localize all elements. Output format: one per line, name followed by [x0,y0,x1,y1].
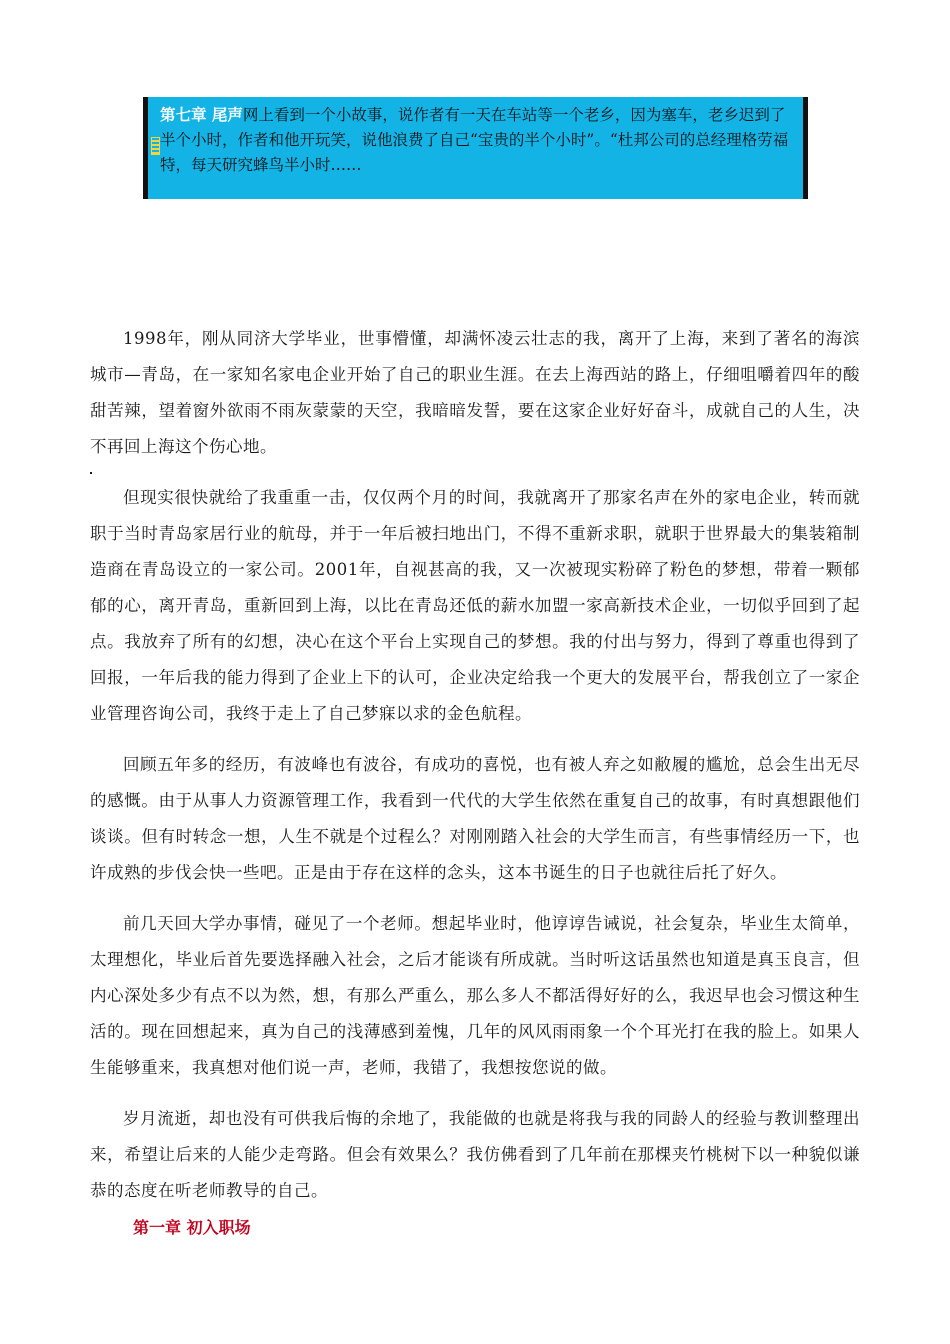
text-cursor-marker [151,137,160,155]
paragraph-1: 1998年，刚从同济大学毕业，世事懵懂，却满怀凌云壮志的我，离开了上海，来到了著名的海滨城市—青岛，在一家知名家电企业开始了自己的职业生涯。在去上海西站的路上，仔细咀嚼着四年的酸甜苦辣，望着窗外欲雨不雨灰蒙蒙的天空，我暗暗发誓，要在这家企业好好奋斗，成就自己的人生，决不再回上海这个伤心地。 [90,329,860,456]
paragraph-3: 回顾五年多的经历，有波峰也有波谷，有成功的喜悦，也有被人弃之如敝履的尴尬，总会生出无尽的感慨。由于从事人力资源管理工作，我看到一代代的大学生依然在重复自己的故事，有时真想跟他们谈谈。但有时转念一想，人生不就是个过程么？对刚刚踏入社会的大学生而言，有些事情经历一下，也许成熟的步伐会快一些吧。正是由于存在这样的念头，这本书诞生的日子也就往后托了好久。 [90,755,860,882]
paragraph-4: 前几天回大学办事情，碰见了一个老师。想起毕业时，他谆谆告诫说，社会复杂，毕业生太简单，太理想化，毕业后首先要选择融入社会，之后才能谈有所成就。当时听这话虽然也知道是真玉良言，但内心深处多少有点不以为然，想，有那么严重么，那么多人不都活得好好的么，我迟早也会习惯这种生活的。现在回想起来，真为自己的浅薄感到羞愧，几年的风风雨雨象一个个耳光打在我的脸上。如果人生能够重来，我真想对他们说一声，老师，我错了，我想按您说的做。 [90,914,860,1077]
paragraph-2: 但现实很快就给了我重重一击，仅仅两个月的时间，我就离开了那家名声在外的家电企业，转而就职于当时青岛家居行业的航母，并于一年后被扫地出门，不得不重新求职，就职于世界最大的集装箱制造商在青岛设立的一家公司。2001年，自视甚高的我，又一次被现实粉碎了粉色的梦想，带着一颗郁郁的心，离开青岛，重新回到上海，以比在青岛还低的薪水加盟一家高新技术企业，一切似乎回到了起点。我放弃了所有的幻想，决心在这个平台上实现自己的梦想。我的付出与努力，得到了尊重也得到了回报，一年后我的能力得到了企业上下的认可，企业决定给我一个更大的发展平台，帮我创立了一家企业管理咨询公司，我终于走上了自己梦寐以求的金色航程。 [90,488,860,723]
banner-chapter-title: 第七章 尾声 [160,106,243,124]
preface-body [90,321,860,1209]
chapter-excerpt-banner [143,97,808,199]
chapter-heading: 第一章 初入职场 [133,1218,251,1237]
paragraph-gap [90,465,860,480]
paragraph-gap [90,1086,860,1101]
paragraph-gap [90,891,860,906]
paragraph-5: 岁月流逝，却也没有可供我后悔的余地了，我能做的也就是将我与我的同龄人的经验与教训整理出来，希望让后来的人能少走弯路。但会有效果么？我仿佛看到了几年前在那棵夹竹桃树下以一种貌似谦恭的态度在听老师教导的自己。 [90,1109,860,1200]
banner-excerpt: 网上看到一个小故事，说作者有一天在车站等一个老乡，因为塞车，老乡迟到了半个小时，作者和他开玩笑，说他浪费了自己“宝贵的半个小时”。“杜邦公司的总经理格劳福特，每天研究蜂鸟半小时…… [160,106,789,174]
stray-dot [90,472,92,474]
banner-text [160,103,790,178]
paragraph-gap [90,732,860,747]
